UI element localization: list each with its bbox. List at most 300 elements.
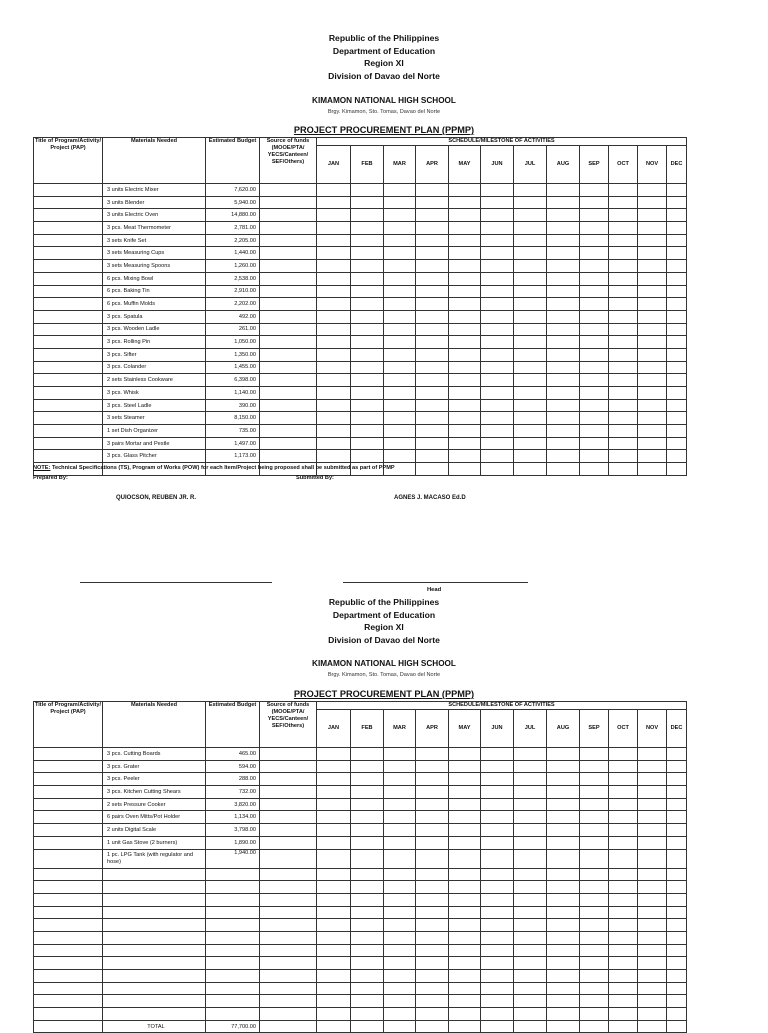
schedule-cell (481, 919, 514, 932)
month-header: JUN (481, 710, 514, 748)
material-cell: 3 pcs. Cutting Boards (103, 748, 206, 761)
source-cell (260, 798, 317, 811)
schedule-cell (317, 824, 351, 837)
schedule-cell (481, 868, 514, 881)
schedule-cell (317, 323, 351, 336)
schedule-cell (449, 931, 481, 944)
schedule-cell (609, 196, 638, 209)
pap-cell (34, 285, 103, 298)
schedule-cell (547, 995, 580, 1008)
pap-cell (34, 944, 103, 957)
schedule-cell (351, 361, 384, 374)
schedule-cell (514, 982, 547, 995)
schedule-cell (667, 387, 687, 400)
schedule-cell (514, 881, 547, 894)
schedule-cell (481, 944, 514, 957)
schedule-cell (481, 260, 514, 273)
schedule-cell (580, 811, 609, 824)
schedule-cell (384, 868, 416, 881)
schedule-cell (449, 184, 481, 197)
schedule-cell (580, 387, 609, 400)
schedule-cell (638, 234, 667, 247)
schedule-cell (609, 798, 638, 811)
schedule-cell (481, 336, 514, 349)
schedule-cell (580, 234, 609, 247)
schedule-cell (317, 387, 351, 400)
schedule-cell (667, 868, 687, 881)
budget-cell: 3,820.00 (206, 798, 260, 811)
source-cell (260, 786, 317, 799)
schedule-cell (416, 184, 449, 197)
material-cell (103, 944, 206, 957)
schedule-cell (547, 893, 580, 906)
budget-cell (206, 1008, 260, 1021)
schedule-cell (416, 222, 449, 235)
schedule-cell (416, 995, 449, 1008)
schedule-cell (384, 957, 416, 970)
schedule-cell (547, 824, 580, 837)
header-division: Division of Davao del Norte (328, 70, 440, 81)
schedule-cell (547, 184, 580, 197)
source-cell (260, 824, 317, 837)
submitter-signature-line (343, 582, 528, 583)
schedule-cell (449, 982, 481, 995)
schedule-cell (416, 437, 449, 450)
material-cell: 6 pairs Oven Mitts/Pot Holder (103, 811, 206, 824)
schedule-cell (351, 399, 384, 412)
schedule-cell (580, 361, 609, 374)
schedule-cell (317, 272, 351, 285)
schedule-cell (416, 298, 449, 311)
schedule-cell (416, 919, 449, 932)
budget-cell: 594.00 (206, 760, 260, 773)
budget-cell: 5,940.00 (206, 196, 260, 209)
schedule-cell (416, 323, 449, 336)
month-header: APR (416, 710, 449, 748)
schedule-cell (514, 786, 547, 799)
schedule-cell (580, 957, 609, 970)
schedule-cell (638, 310, 667, 323)
schedule-cell (384, 906, 416, 919)
schedule-cell (351, 285, 384, 298)
schedule-cell (384, 285, 416, 298)
schedule-cell (638, 944, 667, 957)
schedule-cell (609, 944, 638, 957)
schedule-cell (481, 209, 514, 222)
schedule-cell (638, 957, 667, 970)
schedule-cell (481, 184, 514, 197)
budget-cell (206, 931, 260, 944)
schedule-cell (514, 906, 547, 919)
schedule-cell (547, 786, 580, 799)
pap-cell (34, 1020, 103, 1033)
schedule-cell (580, 931, 609, 944)
schedule-cell (580, 919, 609, 932)
source-cell (260, 957, 317, 970)
schedule-cell (317, 881, 351, 894)
note-text: Technical Specifications (TS), Program of Works (POW) for each Item/Project being proposed shall be submitted as part of PPMP (50, 465, 395, 471)
schedule-cell (351, 450, 384, 463)
month-header: FEB (351, 146, 384, 184)
schedule-cell (667, 437, 687, 450)
schedule-cell (547, 234, 580, 247)
schedule-cell (514, 957, 547, 970)
source-cell (260, 209, 317, 222)
schedule-cell (609, 957, 638, 970)
schedule-cell (351, 798, 384, 811)
submitted-by-label: Submitted By: (296, 475, 334, 481)
schedule-cell (416, 310, 449, 323)
schedule-cell (580, 285, 609, 298)
col-source-2: Source of funds (MOOE/PTA/ YECS/Canteen/ SEF/Others) (260, 702, 317, 748)
ppmp-page-1 (0, 32, 768, 82)
schedule-cell (667, 272, 687, 285)
schedule-cell (580, 260, 609, 273)
col-budget-2: Estimated Budget (206, 702, 260, 748)
schedule-cell (514, 944, 547, 957)
schedule-cell (580, 982, 609, 995)
schedule-cell (547, 196, 580, 209)
schedule-cell (514, 234, 547, 247)
schedule-cell (514, 760, 547, 773)
material-cell (103, 893, 206, 906)
schedule-cell (351, 893, 384, 906)
schedule-cell (481, 196, 514, 209)
schedule-cell (580, 773, 609, 786)
source-cell (260, 893, 317, 906)
table-row (34, 323, 687, 336)
schedule-cell (481, 374, 514, 387)
schedule-cell (547, 906, 580, 919)
material-cell (103, 995, 206, 1008)
material-cell (103, 919, 206, 932)
schedule-cell (384, 970, 416, 983)
col-pap: Title of Program/Activity/ Project (PAP) (34, 138, 103, 184)
col-budget: Estimated Budget (206, 138, 260, 184)
schedule-cell (351, 995, 384, 1008)
ppmp-table-1 (33, 137, 687, 476)
schedule-cell (416, 285, 449, 298)
schedule-cell (351, 1008, 384, 1021)
table-row (34, 184, 687, 197)
schedule-cell (638, 196, 667, 209)
schedule-cell (580, 348, 609, 361)
schedule-cell (384, 310, 416, 323)
table-row (34, 196, 687, 209)
schedule-cell (514, 748, 547, 761)
schedule-cell (416, 849, 449, 868)
school-address: Brgy. Kimamon, Sto. Tomas, Davao del Norte (327, 109, 441, 115)
schedule-cell (547, 849, 580, 868)
source-cell (260, 285, 317, 298)
schedule-cell (580, 970, 609, 983)
schedule-cell (580, 868, 609, 881)
schedule-cell (449, 868, 481, 881)
schedule-cell (449, 310, 481, 323)
pap-cell (34, 811, 103, 824)
schedule-cell (481, 412, 514, 425)
budget-cell (206, 868, 260, 881)
schedule-cell (449, 760, 481, 773)
schedule-cell (667, 298, 687, 311)
schedule-cell (416, 234, 449, 247)
schedule-cell (547, 970, 580, 983)
budget-cell (206, 995, 260, 1008)
schedule-cell (547, 310, 580, 323)
schedule-cell (514, 995, 547, 1008)
table-row (34, 260, 687, 273)
pap-cell (34, 412, 103, 425)
table-row (34, 348, 687, 361)
material-cell (103, 970, 206, 983)
table-row (34, 970, 687, 983)
schedule-cell (609, 811, 638, 824)
schedule-cell (351, 906, 384, 919)
schedule-cell (667, 425, 687, 438)
schedule-cell (580, 310, 609, 323)
schedule-cell (547, 957, 580, 970)
material-cell: 3 pcs. Grater (103, 760, 206, 773)
month-header: AUG (547, 710, 580, 748)
schedule-cell (580, 196, 609, 209)
schedule-cell (580, 437, 609, 450)
pap-cell (34, 272, 103, 285)
schedule-cell (481, 310, 514, 323)
schedule-cell (514, 298, 547, 311)
schedule-cell (514, 399, 547, 412)
schedule-cell (449, 260, 481, 273)
budget-cell: 6,398.00 (206, 374, 260, 387)
schedule-cell (384, 811, 416, 824)
schedule-cell (481, 323, 514, 336)
source-cell (260, 260, 317, 273)
source-cell (260, 836, 317, 849)
source-cell (260, 425, 317, 438)
schedule-cell (384, 222, 416, 235)
schedule-cell (351, 323, 384, 336)
school-name: KIMAMON NATIONAL HIGH SCHOOL (312, 96, 456, 105)
schedule-cell (449, 893, 481, 906)
source-cell (260, 361, 317, 374)
schedule-cell (580, 399, 609, 412)
schedule-cell (384, 849, 416, 868)
schedule-cell (416, 399, 449, 412)
budget-cell: 1,890.00 (206, 836, 260, 849)
schedule-cell (317, 957, 351, 970)
source-cell (260, 437, 317, 450)
schedule-cell (547, 272, 580, 285)
schedule-cell (481, 450, 514, 463)
schedule-cell (638, 222, 667, 235)
source-cell (260, 336, 317, 349)
budget-cell: 288.00 (206, 773, 260, 786)
schedule-cell (667, 760, 687, 773)
month-header: DEC (667, 710, 687, 748)
schedule-cell (351, 786, 384, 799)
schedule-cell (317, 184, 351, 197)
schedule-cell (351, 437, 384, 450)
schedule-cell (351, 957, 384, 970)
schedule-cell (449, 298, 481, 311)
pap-cell (34, 222, 103, 235)
pap-cell (34, 760, 103, 773)
table-row (34, 760, 687, 773)
budget-cell: 1,134.00 (206, 811, 260, 824)
month-header: SEP (580, 146, 609, 184)
schedule-cell (317, 437, 351, 450)
schedule-cell (317, 450, 351, 463)
schedule-cell (416, 982, 449, 995)
schedule-cell (384, 336, 416, 349)
source-cell (260, 387, 317, 400)
schedule-cell (609, 786, 638, 799)
schedule-cell (317, 209, 351, 222)
budget-cell: 1,173.00 (206, 450, 260, 463)
table-row (34, 247, 687, 260)
budget-cell: 492.00 (206, 310, 260, 323)
schedule-cell (638, 1020, 667, 1033)
schedule-cell (514, 387, 547, 400)
schedule-cell (547, 387, 580, 400)
schedule-cell (638, 748, 667, 761)
source-cell (260, 760, 317, 773)
month-header: APR (416, 146, 449, 184)
schedule-cell (514, 463, 547, 476)
schedule-cell (481, 748, 514, 761)
month-header: OCT (609, 146, 638, 184)
budget-cell (206, 881, 260, 894)
schedule-cell (384, 323, 416, 336)
schedule-cell (481, 247, 514, 260)
schedule-cell (317, 222, 351, 235)
schedule-cell (384, 995, 416, 1008)
schedule-cell (667, 463, 687, 476)
schedule-cell (449, 944, 481, 957)
schedule-cell (384, 361, 416, 374)
schedule-cell (667, 209, 687, 222)
pap-cell (34, 868, 103, 881)
schedule-cell (449, 387, 481, 400)
budget-cell: 2,781.00 (206, 222, 260, 235)
table-row (34, 399, 687, 412)
schedule-cell (514, 893, 547, 906)
schedule-cell (416, 450, 449, 463)
schedule-cell (609, 748, 638, 761)
source-cell (260, 982, 317, 995)
schedule-cell (609, 425, 638, 438)
schedule-cell (351, 234, 384, 247)
schedule-cell (638, 184, 667, 197)
schedule-cell (351, 374, 384, 387)
schedule-cell (317, 412, 351, 425)
schedule-cell (638, 272, 667, 285)
schedule-cell (638, 760, 667, 773)
budget-cell: 7,620.00 (206, 184, 260, 197)
schedule-cell (580, 336, 609, 349)
month-header: JUN (481, 146, 514, 184)
schedule-cell (638, 931, 667, 944)
schedule-cell (638, 361, 667, 374)
schedule-cell (547, 919, 580, 932)
schedule-cell (416, 247, 449, 260)
schedule-cell (667, 260, 687, 273)
pap-cell (34, 798, 103, 811)
document-header (0, 32, 768, 82)
schedule-cell (416, 970, 449, 983)
pap-cell (34, 323, 103, 336)
schedule-cell (449, 463, 481, 476)
schedule-cell (384, 374, 416, 387)
schedule-cell (638, 323, 667, 336)
source-cell (260, 184, 317, 197)
schedule-cell (384, 450, 416, 463)
schedule-cell (609, 222, 638, 235)
table-row (34, 450, 687, 463)
schedule-cell (609, 336, 638, 349)
schedule-cell (514, 1008, 547, 1021)
schedule-cell (547, 247, 580, 260)
source-cell (260, 450, 317, 463)
budget-cell: 14,880.00 (206, 209, 260, 222)
header-department: Department of Education (332, 45, 436, 56)
schedule-cell (547, 348, 580, 361)
schedule-cell (481, 957, 514, 970)
schedule-cell (514, 450, 547, 463)
month-header: DEC (667, 146, 687, 184)
schedule-cell (638, 437, 667, 450)
schedule-cell (481, 387, 514, 400)
schedule-cell (384, 412, 416, 425)
material-cell: 3 sets Measuring Spoons (103, 260, 206, 273)
schedule-cell (667, 222, 687, 235)
schedule-cell (449, 222, 481, 235)
schedule-cell (514, 811, 547, 824)
schedule-cell (638, 374, 667, 387)
schedule-cell (449, 906, 481, 919)
schedule-cell (514, 184, 547, 197)
schedule-cell (481, 836, 514, 849)
ppmp-note (33, 465, 395, 471)
schedule-cell (384, 387, 416, 400)
month-header: MAY (449, 146, 481, 184)
material-cell: 3 sets Knife Set (103, 234, 206, 247)
schedule-cell (481, 361, 514, 374)
schedule-cell (580, 1008, 609, 1021)
material-cell (103, 868, 206, 881)
schedule-cell (609, 1020, 638, 1033)
material-cell: 3 sets Measuring Cups (103, 247, 206, 260)
schedule-cell (481, 786, 514, 799)
schedule-cell (351, 931, 384, 944)
budget-cell: 3,798.00 (206, 824, 260, 837)
source-cell (260, 970, 317, 983)
schedule-cell (609, 970, 638, 983)
schedule-cell (638, 209, 667, 222)
table-row (34, 868, 687, 881)
schedule-cell (638, 336, 667, 349)
schedule-cell (416, 463, 449, 476)
pap-cell (34, 982, 103, 995)
schedule-cell (384, 786, 416, 799)
schedule-cell (317, 893, 351, 906)
schedule-cell (609, 995, 638, 1008)
schedule-cell (638, 399, 667, 412)
schedule-cell (638, 1008, 667, 1021)
schedule-cell (449, 450, 481, 463)
schedule-cell (667, 348, 687, 361)
material-cell: 2 units Digital Scale (103, 824, 206, 837)
schedule-cell (609, 1008, 638, 1021)
